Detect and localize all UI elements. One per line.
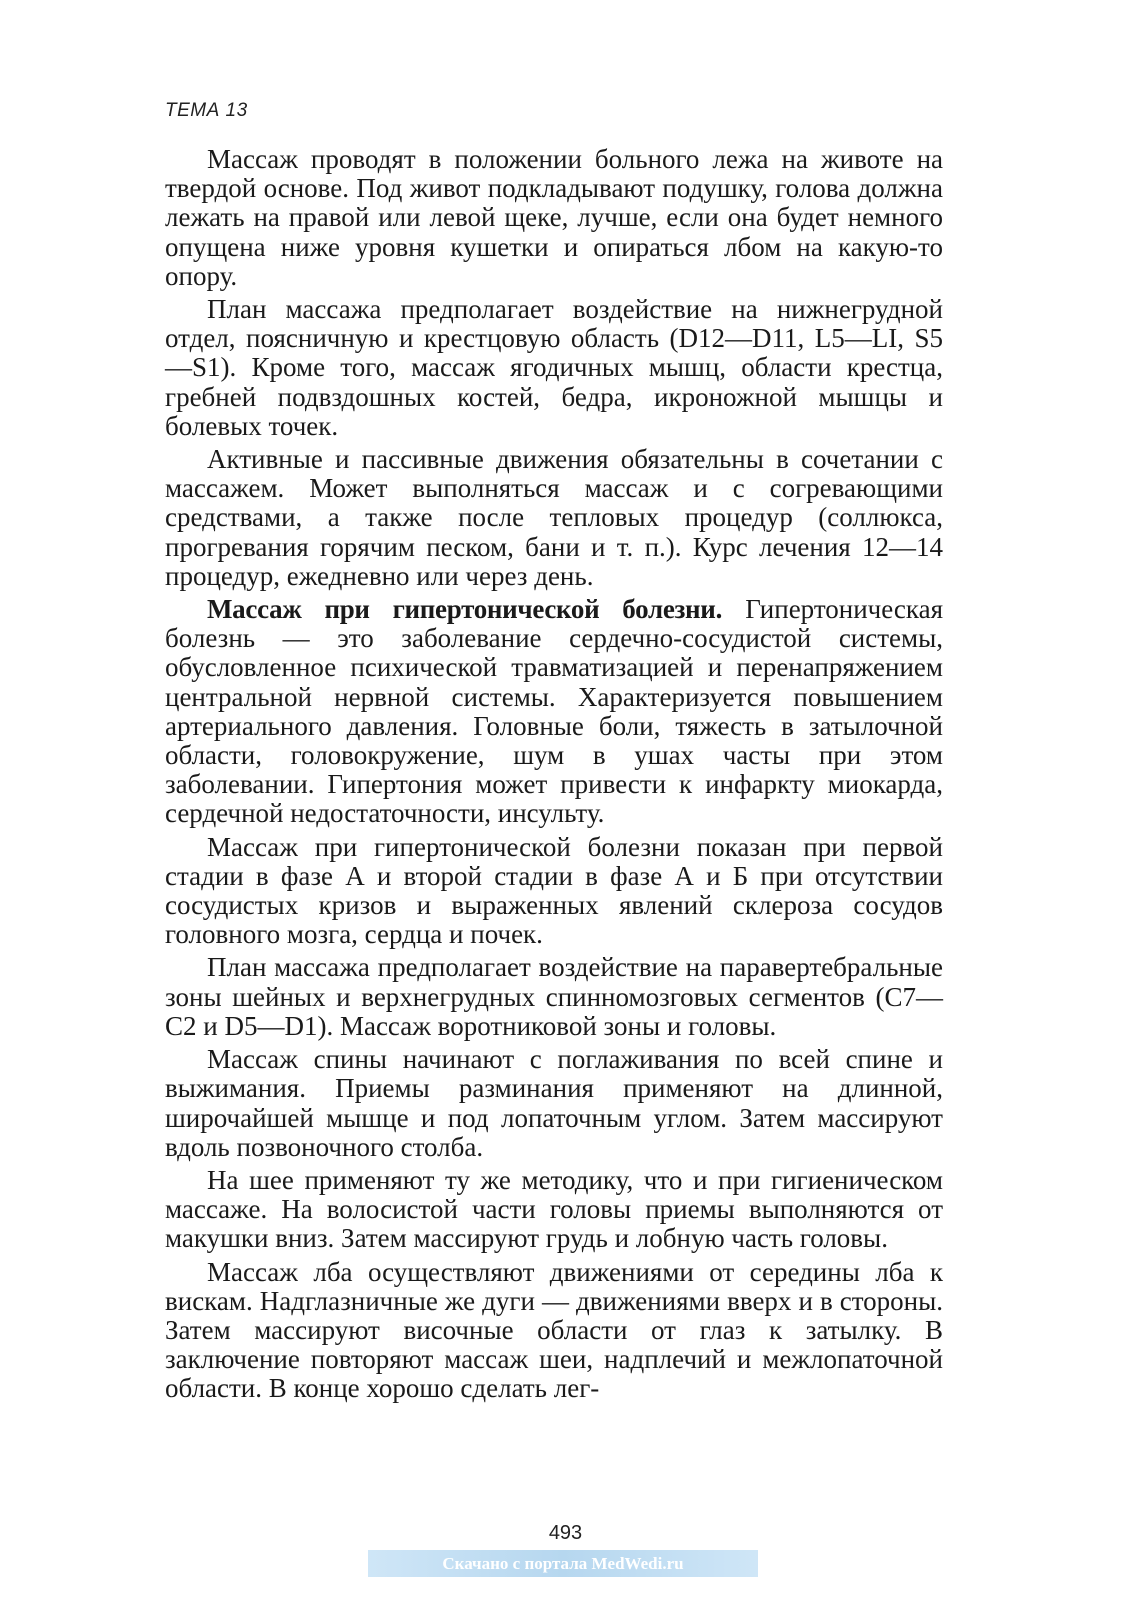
paragraph-text: Массаж проводят в положении больного лежа на животе на твердой основе. Под живот подкладывают подушку, голова должна лежать на правой или левой щеке, лучше, если она будет немного опущена ниже уровня кушетки и опираться лбом на какую-то опору.	[165, 144, 943, 291]
paragraph	[165, 595, 943, 829]
paragraph	[165, 953, 943, 1041]
paragraph-text: Массаж лба осуществляют движениями от середины лба к вискам. Надглазничные же дуги — движениями вверх и в стороны. Затем массируют височные области от глаз к затылку. В заключение повторяют массаж шеи, надплечий и межлопаточной области. В конце хорошо сделать лег-	[165, 1256, 943, 1404]
paragraph	[165, 445, 943, 591]
paragraph	[165, 1166, 943, 1254]
watermark-banner: Скачано с портала MedWedi.ru	[368, 1550, 758, 1577]
paragraph	[165, 1258, 943, 1404]
paragraph-text: План массажа предполагает воздействие на нижнегрудной отдел, поясничную и крестцовую область (D12—D11, L5—LI, S5—S1). Кроме того, массаж ягодичных мышц, области крестца, гребней подвздошных костей, бедра, икроножной мышцы и болевых точек.	[165, 294, 943, 441]
paragraph-text: Активные и пассивные движения обязательны в сочетании с массажем. Может выполняться массаж и с согревающими средствами, а также после тепловых процедур (соллюкса, прогревания горячим песком, бани и т. п.). Курс лечения 12—14 процедур, ежедневно или через день.	[165, 444, 943, 591]
paragraph	[165, 833, 943, 950]
page-number: 493	[548, 1522, 583, 1544]
section-heading-hypertension: Массаж при гипертонической болезни.	[207, 594, 723, 625]
paragraph-text: На шее применяют ту же методику, что и при гигиеническом массаже. На волосистой части головы приемы выполняются от макушки вниз. Затем массируют грудь и лобную часть головы.	[165, 1164, 943, 1254]
paragraph	[165, 145, 943, 291]
paragraph-text: Гипертоническая болезнь — это заболевание сердечно-сосудистой системы, обусловленное психической травматизацией и перенапряжением центральной нервной системы. Характеризуется повышением артериального давления. Головные боли, тяжесть в затылочной области, головокружение, шум в ушах часты при этом заболевании. Гипертония может привести к инфаркту миокарда, сердечной недостаточности, инсульту.	[165, 594, 944, 829]
paragraph	[165, 1045, 943, 1162]
paragraph-text: План массажа предполагает воздействие на паравертебральные зоны шейных и верхнегрудных спинномозговых сегментов (С7—С2 и D5—D1). Массаж воротниковой зоны и головы.	[165, 952, 943, 1041]
running-header: ТЕМА 13	[165, 100, 248, 121]
paragraph-text: Массаж спины начинают с поглаживания по всей спине и выжимания. Приемы разминания применяют на длинной, широчайшей мышце и под лопаточным углом. Затем массируют вдоль позвоночного столба.	[165, 1044, 943, 1162]
paragraph	[165, 295, 943, 441]
body-text	[165, 145, 943, 1408]
paragraph-text: Массаж при гипертонической болезни показан при первой стадии в фазе А и второй стадии в фазе А и Б при отсутствии сосудистых кризов и выраженных явлений склероза сосудов головного мозга, сердца и почек.	[165, 831, 943, 950]
